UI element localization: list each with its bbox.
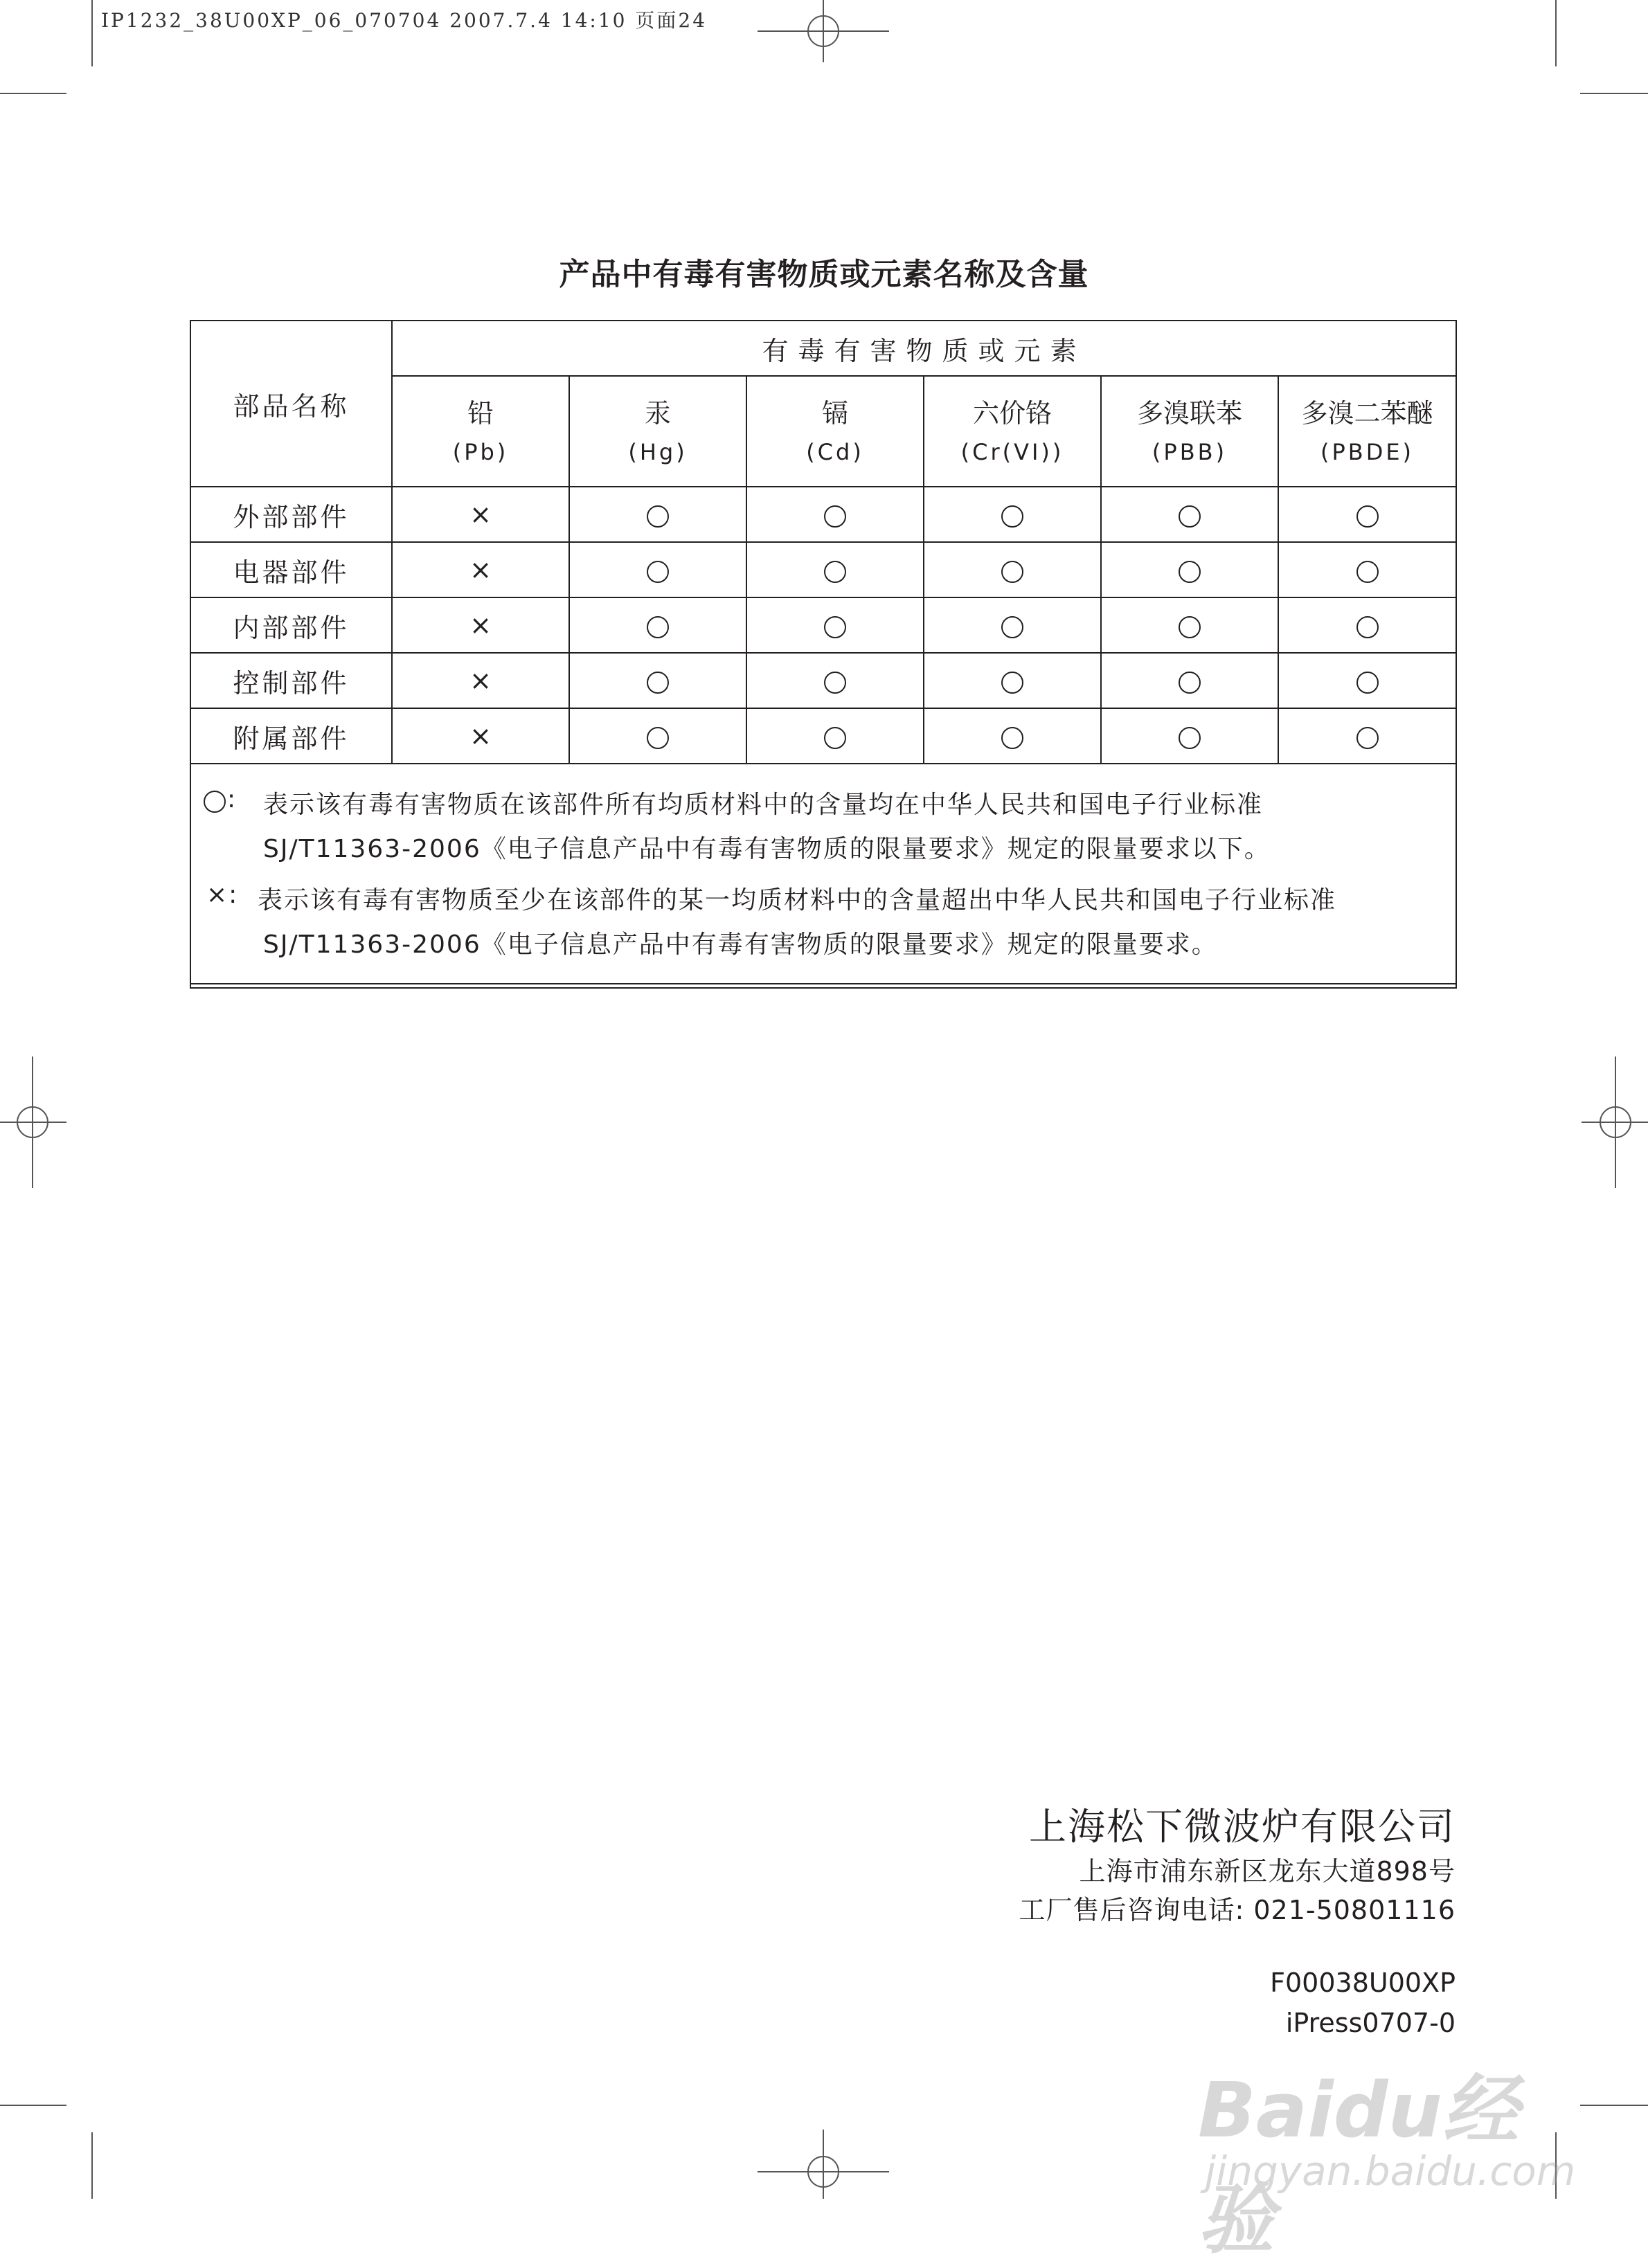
circle-mark-icon <box>1179 727 1201 749</box>
registration-mark-circle <box>17 1106 48 1138</box>
part-name: 控制部件 <box>191 653 392 708</box>
circle-mark-icon <box>824 505 846 528</box>
compliance-cell <box>746 597 924 653</box>
compliance-cell <box>924 542 1101 597</box>
crop-mark <box>1580 93 1648 94</box>
print-code: iPress0707-0 <box>1285 2008 1456 2038</box>
crop-mark <box>1580 2105 1648 2106</box>
compliance-cell <box>569 487 746 542</box>
circle-mark-icon <box>1356 616 1379 638</box>
circle-mark-icon <box>204 791 226 813</box>
circle-mark-icon <box>824 727 846 749</box>
cross-mark: × <box>392 487 569 542</box>
circle-mark-icon <box>1179 505 1201 528</box>
compliance-cell <box>924 487 1101 542</box>
circle-mark-icon <box>647 561 669 583</box>
compliance-cell <box>1101 597 1278 653</box>
compliance-cell <box>569 653 746 708</box>
substance-symbol: (PBDE) <box>1320 438 1415 465</box>
circle-mark-icon <box>1179 616 1201 638</box>
circle-mark-icon <box>647 505 669 528</box>
baidu-watermark <box>1198 2049 1586 2264</box>
company-address: 上海市浦东新区龙东大道898号 <box>1079 1856 1456 1887</box>
crop-mark <box>91 2132 93 2199</box>
watermark-url: jingyan.baidu.com <box>1205 2148 1576 2195</box>
compliance-cell <box>569 542 746 597</box>
substance-name: 六价铬 <box>972 398 1052 429</box>
circle-mark-icon <box>1001 672 1023 694</box>
compliance-cell <box>746 653 924 708</box>
substance-name: 多溴联苯 <box>1136 398 1242 429</box>
column-header-lead <box>392 376 569 487</box>
registration-mark-circle <box>1600 1106 1631 1138</box>
circle-mark-icon <box>1001 727 1023 749</box>
circle-mark-icon <box>647 672 669 694</box>
crop-mark <box>1555 0 1557 66</box>
table-row <box>191 487 1456 542</box>
note-circle-line1: 表示该有毒有害物质在该部件所有均质材料中的含量均在中华人民共和国电子行业标准 <box>263 791 1264 819</box>
circle-mark-icon <box>1356 727 1379 749</box>
document-code: F00038U00XP <box>1270 1968 1456 1998</box>
circle-mark-icon <box>647 727 669 749</box>
service-hotline: 工厂售后咨询电话: 021-50801116 <box>1019 1895 1456 1925</box>
corner-label: 部品名称 <box>191 321 392 487</box>
notes-section <box>191 764 1456 984</box>
compliance-cell <box>1278 653 1456 708</box>
compliance-cell <box>1278 708 1456 764</box>
compliance-cell <box>746 487 924 542</box>
compliance-cell <box>1278 487 1456 542</box>
circle-mark-icon <box>647 616 669 638</box>
circle-mark-icon <box>824 616 846 638</box>
compliance-cell <box>1101 542 1278 597</box>
circle-mark-icon <box>824 561 846 583</box>
note-cross-line1: 表示该有毒有害物质至少在该部件的某一均质材料中的含量超出中华人民共和国电子行业标准 <box>258 886 1337 915</box>
substance-name: 镉 <box>821 398 848 429</box>
part-name: 外部部件 <box>191 487 392 542</box>
note-circle-marker-colon: : <box>227 785 238 813</box>
crop-mark <box>91 0 93 66</box>
note-circle-line2: SJ/T11363-2006《电子信息产品中有毒有害物质的限量要求》规定的限量要求以下。 <box>263 835 1271 863</box>
compliance-cell <box>746 708 924 764</box>
part-name: 内部部件 <box>191 597 392 653</box>
substance-symbol: (Pb) <box>452 438 509 465</box>
cross-mark: × <box>392 653 569 708</box>
circle-mark-icon <box>824 672 846 694</box>
compliance-cell <box>924 597 1101 653</box>
compliance-cell <box>1101 487 1278 542</box>
circle-mark-icon <box>1179 561 1201 583</box>
substance-group-header: 有毒有害物质或元素 <box>392 321 1456 376</box>
compliance-cell <box>924 708 1101 764</box>
registration-mark-circle <box>807 15 839 47</box>
circle-mark-icon <box>1179 672 1201 694</box>
circle-mark-icon <box>1001 561 1023 583</box>
column-header-cadmium <box>746 376 924 487</box>
circle-mark-icon <box>1356 672 1379 694</box>
table-row <box>191 653 1456 708</box>
circle-mark-icon <box>1356 561 1379 583</box>
compliance-cell <box>569 597 746 653</box>
table-row <box>191 597 1456 653</box>
column-header-mercury <box>569 376 746 487</box>
substance-name: 铅 <box>467 398 494 429</box>
substance-symbol: (Hg) <box>628 438 688 465</box>
substance-symbol: (Cd) <box>806 438 864 465</box>
column-header-pbde <box>1278 376 1456 487</box>
substance-name: 汞 <box>644 398 671 429</box>
substance-name: 多溴二苯醚 <box>1301 398 1433 429</box>
watermark-logo: Baidu经验 <box>1198 2066 1519 2264</box>
table-row <box>191 542 1456 597</box>
compliance-cell <box>746 542 924 597</box>
cross-mark: × <box>392 597 569 653</box>
cross-mark: × <box>392 708 569 764</box>
document-title: 产品中有毒有害物质或元素名称及含量 <box>559 257 1089 292</box>
table-row <box>191 708 1456 764</box>
substance-symbol: (Cr(VI)) <box>960 438 1064 465</box>
column-header-chromium-vi <box>924 376 1101 487</box>
compliance-cell <box>1101 708 1278 764</box>
company-name: 上海松下微波炉有限公司 <box>1029 1805 1456 1848</box>
note-cross-marker: ×: <box>206 881 239 909</box>
compliance-cell <box>924 653 1101 708</box>
part-name: 附属部件 <box>191 708 392 764</box>
crop-mark <box>0 93 66 94</box>
substance-symbol: (PBB) <box>1152 438 1228 465</box>
hazardous-substance-table <box>190 320 1457 989</box>
note-cross-line2: SJ/T11363-2006《电子信息产品中有毒有害物质的限量要求》规定的限量要求。 <box>263 930 1218 959</box>
cross-mark: × <box>392 542 569 597</box>
print-header: IP1232_38U00XP_06_070704 2007.7.4 14:10 页面24 <box>101 9 708 32</box>
circle-mark-icon <box>1001 616 1023 638</box>
compliance-cell <box>1278 597 1456 653</box>
compliance-cell <box>1278 542 1456 597</box>
crop-mark <box>0 2105 66 2106</box>
circle-mark-icon <box>1356 505 1379 528</box>
registration-mark-circle <box>807 2156 839 2188</box>
compliance-cell <box>1101 653 1278 708</box>
column-header-pbb <box>1101 376 1278 487</box>
part-name: 电器部件 <box>191 542 392 597</box>
compliance-cell <box>569 708 746 764</box>
circle-mark-icon <box>1001 505 1023 528</box>
